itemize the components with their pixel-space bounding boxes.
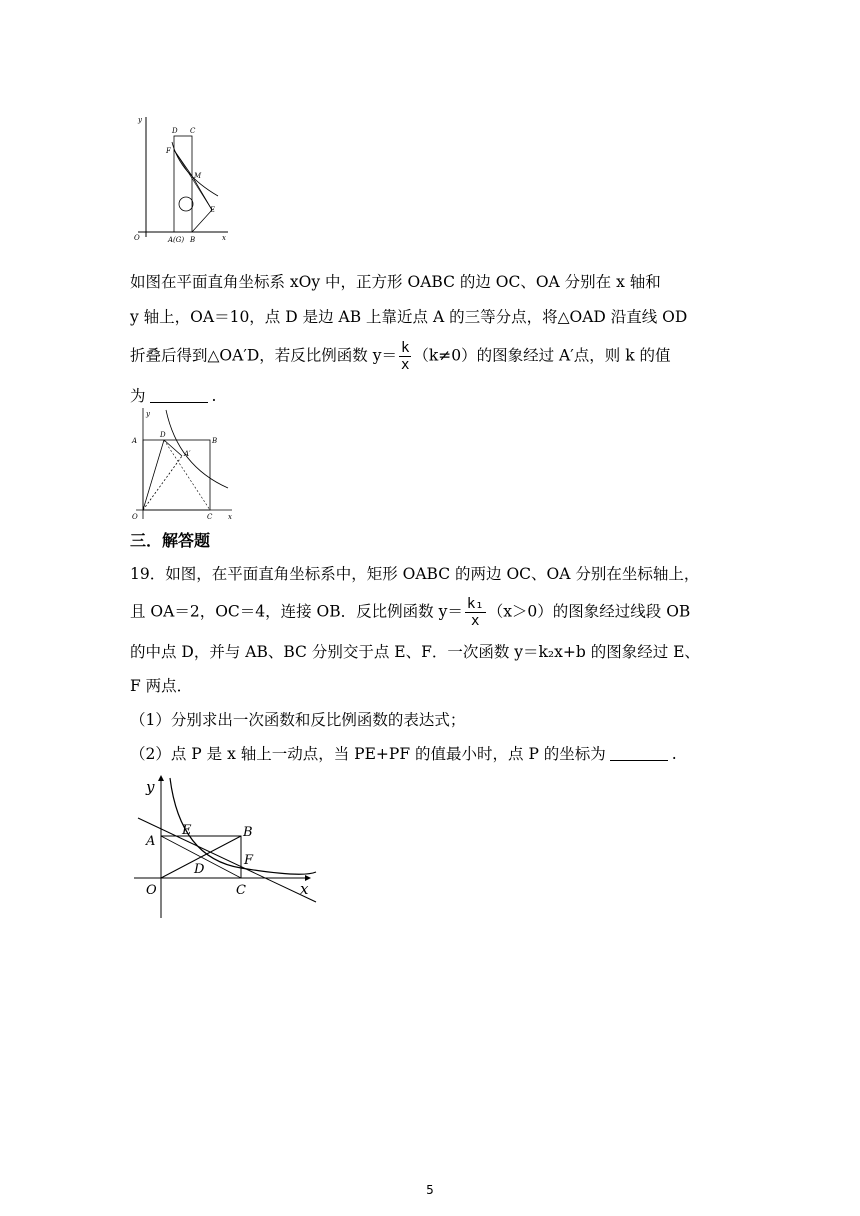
q18-line3-post: （k≠0）的图象经过 A′点，则 k 的值 bbox=[413, 346, 671, 365]
q19-line2-post: （x＞0）的图象经过线段 OB bbox=[487, 602, 691, 621]
q19-line1-text: 19．如图，在平面直角坐标系中，矩形 OABC 的两边 OC、OA 分别在坐标轴上， bbox=[130, 565, 700, 583]
label-C: C bbox=[207, 513, 213, 521]
q18-fraction bbox=[399, 340, 411, 373]
figure-q18-svg bbox=[128, 404, 238, 524]
q18-line1-text: 如图在平面直角坐标系 xOy 中，正方形 OABC 的边 OC、OA 分别在 x 轴和 bbox=[130, 273, 661, 291]
q18-answer-blank[interactable] bbox=[150, 402, 208, 403]
q19-sub2-post: . bbox=[671, 745, 677, 763]
q19-line2-pre: 且 OA＝2，OC＝4，连接 OB．反比例函数 y＝ bbox=[130, 602, 463, 621]
label-E: E bbox=[182, 823, 192, 838]
label-D: D bbox=[172, 127, 178, 135]
label-O: O bbox=[132, 513, 138, 521]
q19-line3 bbox=[130, 640, 700, 662]
line-OA-prime bbox=[143, 456, 182, 510]
label-O: O bbox=[146, 883, 157, 898]
q19-sub1 bbox=[130, 708, 465, 730]
fold-lines bbox=[174, 150, 212, 232]
label-C: C bbox=[236, 883, 246, 898]
q18-line3-pre: 折叠后得到△OA′D，若反比例函数 y＝ bbox=[130, 346, 397, 365]
label-F: F bbox=[244, 853, 254, 868]
figure-q18 bbox=[128, 404, 238, 524]
label-A: A bbox=[132, 437, 138, 445]
q19-answer-blank[interactable] bbox=[610, 760, 668, 761]
linear-function-line bbox=[138, 818, 316, 902]
hyperbola-curve bbox=[166, 410, 228, 488]
label-A: A bbox=[146, 834, 156, 849]
label-x: x bbox=[222, 234, 226, 242]
label-B: B bbox=[190, 236, 196, 244]
label-F: F bbox=[166, 147, 171, 155]
label-x: x bbox=[300, 880, 309, 898]
label-D: D bbox=[160, 431, 166, 439]
q19-fraction bbox=[465, 596, 486, 629]
q19-frac-num: k₁ bbox=[466, 596, 484, 612]
q18-line4 bbox=[130, 384, 216, 406]
square bbox=[143, 440, 210, 510]
q18-frac-den: x bbox=[400, 357, 410, 373]
page-number: 5 bbox=[426, 1183, 434, 1197]
q19-line3-text: 的中点 D，并与 AB、BC 分别交于点 E、F．一次函数 y＝k₂x+b 的图象经过 E、 bbox=[130, 643, 700, 661]
label-A-prime: A′ bbox=[184, 450, 191, 458]
q19-sub2 bbox=[130, 742, 677, 764]
label-B: B bbox=[243, 825, 253, 840]
figure-q19 bbox=[128, 770, 328, 922]
q18-frac-num: k bbox=[400, 340, 410, 356]
section-heading: 三．解答题 bbox=[130, 531, 211, 550]
q19-line4 bbox=[130, 674, 192, 696]
circle bbox=[179, 197, 193, 211]
q19-sub1-text: （1）分别求出一次函数和反比例函数的表达式； bbox=[130, 711, 466, 729]
label-AG: A(G) bbox=[168, 236, 185, 244]
label-B: B bbox=[212, 437, 218, 445]
q19-line2 bbox=[130, 596, 690, 629]
q19-frac-den: x bbox=[471, 613, 480, 629]
figure-q19-svg bbox=[128, 770, 328, 922]
figure-q17-svg bbox=[128, 112, 238, 247]
hyperbola-curve bbox=[172, 142, 218, 196]
q18-line4-pre: 为 bbox=[130, 387, 146, 405]
q18-line1 bbox=[130, 270, 661, 292]
label-E: E bbox=[210, 206, 216, 214]
q18-line4-post: . bbox=[211, 387, 217, 405]
q19-sub2-pre: （2）点 P 是 x 轴上一动点，当 PE+PF 的值最小时，点 P 的坐标为 bbox=[130, 745, 606, 763]
q19-line1 bbox=[130, 562, 699, 584]
q18-line3 bbox=[130, 340, 671, 373]
line-OD bbox=[143, 440, 164, 510]
label-O: O bbox=[134, 234, 140, 242]
label-y: y bbox=[146, 778, 155, 796]
label-D: D bbox=[194, 862, 205, 877]
rectangle bbox=[174, 136, 192, 232]
q18-line2-text: y 轴上，OA＝10，点 D 是边 AB 上靠近点 A 的三等分点，将△OAD 沿直线 OD bbox=[130, 308, 688, 326]
label-C: C bbox=[190, 127, 196, 135]
q18-line2 bbox=[130, 305, 687, 327]
figure-q17 bbox=[128, 112, 238, 247]
label-y: y bbox=[146, 410, 150, 418]
label-y: y bbox=[138, 116, 142, 124]
label-x: x bbox=[228, 513, 232, 521]
q19-line4-text: F 两点． bbox=[130, 677, 193, 695]
label-M: M bbox=[194, 172, 202, 180]
